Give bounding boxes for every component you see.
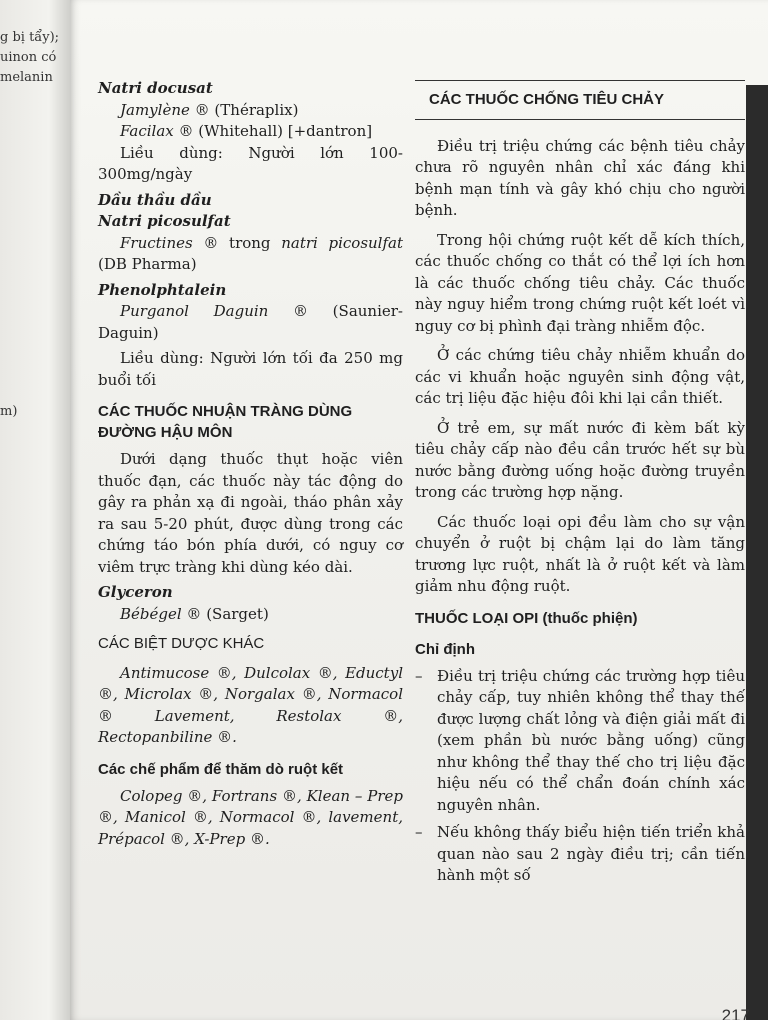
list-item-text: Nếu không thấy biểu hiện tiến triển khả quan nào sau 2 ngày điều trị; cần tiến hành một số [437,823,745,884]
drug-heading: Natri picosulfat [98,212,231,230]
dose-text: Liều dùng: Người lớn tối đa 250 mg buổi tối [98,349,403,389]
product-line: Bébégel ® (Sarget) [120,604,269,623]
section-title-opi: THUỐC LOẠI OPI (thuốc phiện) [415,609,638,627]
product-list: Colopeg ®, Fortrans ®, Klean – Prep ®, Manicol ®, Normacol ®, lavement, Prépacol ®, X-Prep ®. [98,786,403,848]
page-number: 217 [721,1006,750,1020]
dose-text: Liều dùng: Người lớn 100-300mg/ngày [98,143,403,183]
paragraph: Dưới dạng thuốc thụt hoặc viên thuốc đạn, các thuốc này tác động do gây ra phản xạ đi ngoài, tháo phân xảy ra sau 5-20 phút, được dùng trong các chứng táo bón phía dưới, có nguy cơ viêm trực tràng khi dùng kéo dài. [98,450,403,576]
drug-heading: Phenolphtalein [98,280,227,299]
section-title-indications: Chỉ định [415,640,475,658]
paragraph: Ở trẻ em, sự mất nước đi kèm bất kỳ tiêu chảy cấp nào đều cần trước hết sự bù nước bằng đường uống hoặc đường truyền trong các trường hợp nặng. [415,418,745,501]
paragraph: Ở các chứng tiêu chảy nhiễm khuẩn do các vi khuẩn hoặc nguyên sinh động vật, các trị liệu đặc hiệu đôi khi lại cần thiết. [415,346,745,407]
book-page [70,0,768,1020]
section-title-other-products: CÁC BIỆT DƯỢC KHÁC [98,635,265,652]
list-item-text: Điều trị triệu chứng các trường hợp tiêu chảy cấp, tuy nhiên không thể thay thế được lượng chất lỏng và điện giải mất đi (xem phần bù nước bằng uống) cũng như không thể thay thế cho trị liệu đặc hiệu nếu có thể chẩn đoán chính xác nguyên nhân. [437,666,745,814]
list-item [415,822,745,887]
page-edge-shadow [746,85,768,1020]
product-list: Antimucose ®, Dulcolax ®, Eductyl ®, Microlax ®, Norgalax ®, Normacol ® Lavement, Restolax ®, Rectopanbiline ®. [98,663,403,746]
product-line: Jamylène ® (Théraplix) [120,100,299,119]
drug-heading: Dầu thầu dầu [98,190,212,209]
left-fragment: m) [0,404,18,419]
product-line: Fructines ® trong natri picosulfat (DB Pharma) [98,233,403,273]
bullet-dash: – [415,666,423,685]
left-page-edge [0,0,70,1020]
drug-heading: Natri docusat [98,79,213,97]
left-column [98,78,403,850]
list-item [415,666,745,817]
paragraph: Trong hội chứng ruột kết dễ kích thích, các thuốc chống co thắt có thể lợi ích hơn là các thuốc chống tiêu chảy. Các thuốc này nguy hiểm trong chứng ruột kết loét vì nguy cơ bị phình đại tràng nhiễm độc. [415,230,745,335]
left-fragment: melanin [0,70,53,85]
product-line: Purganol Daguin ® (Saunier-Daguin) [98,302,403,342]
bullet-dash: – [415,823,423,841]
right-column [415,78,745,893]
product-line: Facilax ® (Whitehall) [+dantron] [120,122,373,140]
drug-heading: Glyceron [98,583,173,601]
section-title-colon-exam: Các chế phẩm để thăm dò ruột kết [98,760,344,778]
section-title-rectal: CÁC THUỐC NHUẬN TRÀNG DÙNG ĐƯỜNG HẬU MÔN [98,403,353,441]
paragraph: Điều trị triệu chứng các bệnh tiêu chảy chưa rõ nguyên nhân chỉ xác đáng khi bệnh mạn tính và gây khó chịu cho người bệnh. [415,136,745,219]
left-fragment: g bị tẩy); [0,30,60,45]
paragraph: Các thuốc loại opi đều làm cho sự vận chuyển ở ruột bị chậm lại do làm tăng trương lực ruột, nhất là ở ruột kết và làm giảm nhu động ruột. [415,512,745,595]
box-title-antidiarrheal: CÁC THUỐC CHỐNG TIÊU CHẢY [415,80,745,120]
left-fragment: uinon có [0,50,57,65]
